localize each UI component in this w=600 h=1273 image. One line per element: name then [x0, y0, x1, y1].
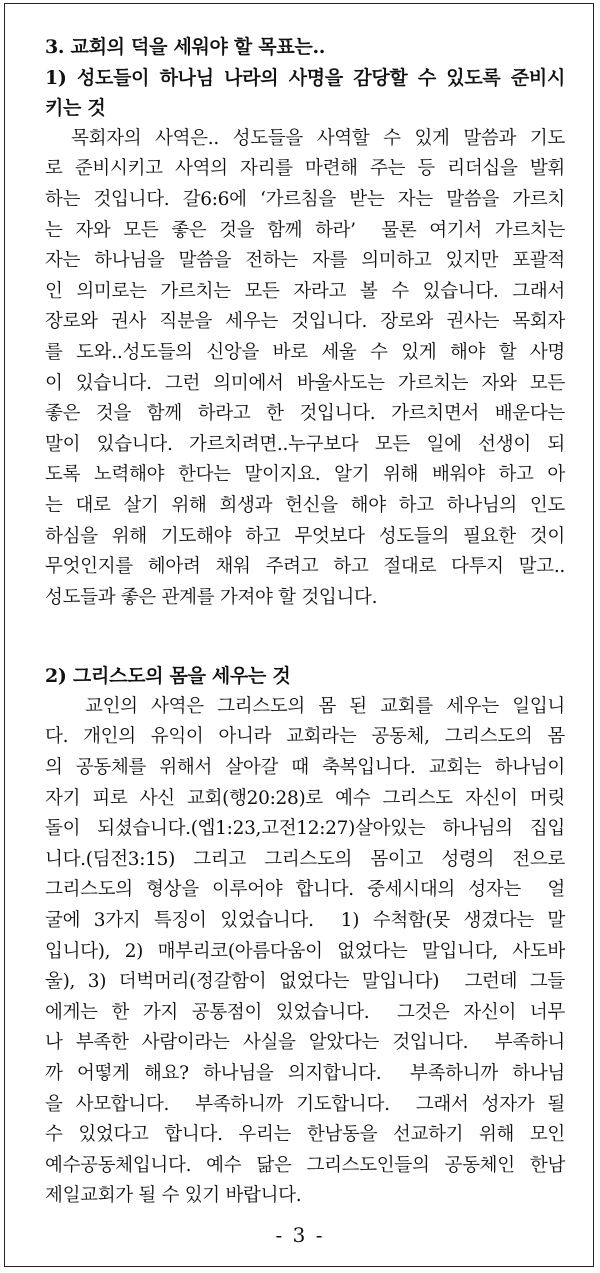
paragraph-line: 하는 것입니다. 갈6:6에 ‘가르침을 받는 자는 말씀을 가르치 — [45, 188, 565, 210]
paragraph-line: 자는 하나님을 말씀을 전하는 자를 의미하고 있지만 포괄적 — [45, 250, 565, 272]
paragraph-line: 좋은 것을 함께 하라고 한 것입니다. 가르치면서 배운다는 — [45, 403, 565, 425]
subsection-1-body — [45, 124, 565, 614]
paragraph-line: 는 자와 모든 좋은 것을 함께 하라’ 물론 여기서 가르치는 — [45, 219, 565, 241]
paragraph-line: 울), 3) 더벅머리(정갈함이 없었다는 말입니다) 그런데 그들 — [45, 971, 565, 993]
paragraph-line: 의 공동체를 위해서 살아갈 때 축복입니다. 교회는 하나님이 — [45, 757, 565, 779]
paragraph-line: 나 부족한 사람이라는 사실을 알았다는 것입니다. 부족하니 — [45, 1032, 565, 1054]
subsection-2-body — [45, 692, 565, 1212]
paragraph-line: 자기 피로 사신 교회(행20:28)로 예수 그리스도 자신이 머릿 — [45, 787, 565, 809]
paragraph-line: 다. 개인의 유익이 아니라 교회라는 공동체, 그리스도의 몸 — [45, 726, 565, 748]
paragraph-line: 을 사모합니다. 부족하니까 기도합니다. 그래서 성자가 될 — [45, 1093, 565, 1115]
paragraph-line: 교인의 사역은 그리스도의 몸 된 교회를 세우는 일입니 — [85, 695, 565, 717]
subsection-2-heading-block — [45, 661, 565, 692]
subsection-1-heading-line-2: 키는 것 — [45, 97, 106, 120]
paragraph-line: 장로와 권사 직분을 세우는 것입니다. 장로와 권사는 목회자 — [45, 311, 565, 333]
subsection-1-heading-line-1: 1) 성도들이 하나님 나라의 사명을 감당할 수 있도록 준비시 — [45, 66, 565, 89]
paragraph-line: 도록 노력해야 한다는 말이지요. 알기 위해 배워야 하고 아 — [45, 464, 565, 486]
paragraph-line: 를 도와..성도들의 신앙을 바로 세울 수 있게 해야 할 사명 — [45, 341, 565, 363]
paragraph-line: 성도들과 좋은 관계를 가져야 할 것입니다. — [45, 586, 378, 608]
paragraph-line: 예수공동체입니다. 예수 닮은 그리스도인들의 공동체인 한남 — [45, 1154, 565, 1176]
paragraph-line: 수 있었다고 합니다. 우리는 한남동을 선교하기 위해 모인 — [45, 1124, 565, 1146]
paragraph-line: 말이 있습니다. 가르치려면..누구보다 모든 일에 선생이 되 — [45, 433, 565, 455]
paragraph-line: 니다.(딤전3:15) 그리고 그리스도의 몸이고 성령의 전으로 — [45, 848, 565, 870]
section-spacer — [45, 613, 565, 661]
page-number: - 3 - — [275, 1223, 325, 1247]
paragraph-line: 하심을 위해 기도해야 하고 무엇보다 성도들의 필요한 것이 — [45, 525, 565, 547]
paragraph-line: 입니다), 2) 매부리코(아름다움이 없었다는 말입니다, 사도바 — [45, 940, 565, 962]
document-page — [45, 32, 565, 1212]
paragraph-line: 에게는 한 가지 공통점이 있었습니다. 그것은 자신이 너무 — [45, 1001, 565, 1023]
paragraph-line: 로 준비시키고 사역의 자리를 마련해 주는 등 리더십을 발휘 — [45, 158, 565, 180]
paragraph-line: 그리스도의 형상을 이루어야 합니다. 중세시대의 성자는 얼 — [45, 879, 565, 901]
paragraph-line: 이 있습니다. 그런 의미에서 바울사도는 가르치는 자와 모든 — [45, 372, 565, 394]
paragraph-line: 까 어떻게 해요? 하나님을 의지합니다. 부족하니까 하나님 — [45, 1063, 565, 1084]
paragraph-line: 목회자의 사역은.. 성도들을 사역할 수 있게 말씀과 기도 — [71, 127, 565, 149]
paragraph-line: 인 의미로는 가르치는 모든 자라고 볼 수 있습니다. 그래서 — [45, 280, 565, 302]
paragraph-line: 제일교회가 될 수 있기 바랍니다. — [45, 1185, 302, 1207]
paragraph-line: 는 대로 살기 위해 희생과 헌신을 해야 하고 하나님의 인도 — [45, 494, 565, 516]
subsection-2-heading: 2) 그리스도의 몸을 세우는 것 — [45, 665, 291, 688]
section-title: 3. 교회의 덕을 세워야 할 목표는.. — [45, 36, 326, 58]
section-heading — [45, 32, 565, 124]
paragraph-line: 무엇인지를 헤아려 채워 주려고 하고 절대로 다투지 말고.. — [45, 556, 565, 578]
paragraph-line: 돌이 되셨습니다.(엡1:23,고전12:27)살아있는 하나님의 집입 — [45, 818, 565, 840]
paragraph-line: 굴에 3가지 특징이 있었습니다. 1) 수척함(못 생겼다는 말 — [45, 910, 565, 932]
